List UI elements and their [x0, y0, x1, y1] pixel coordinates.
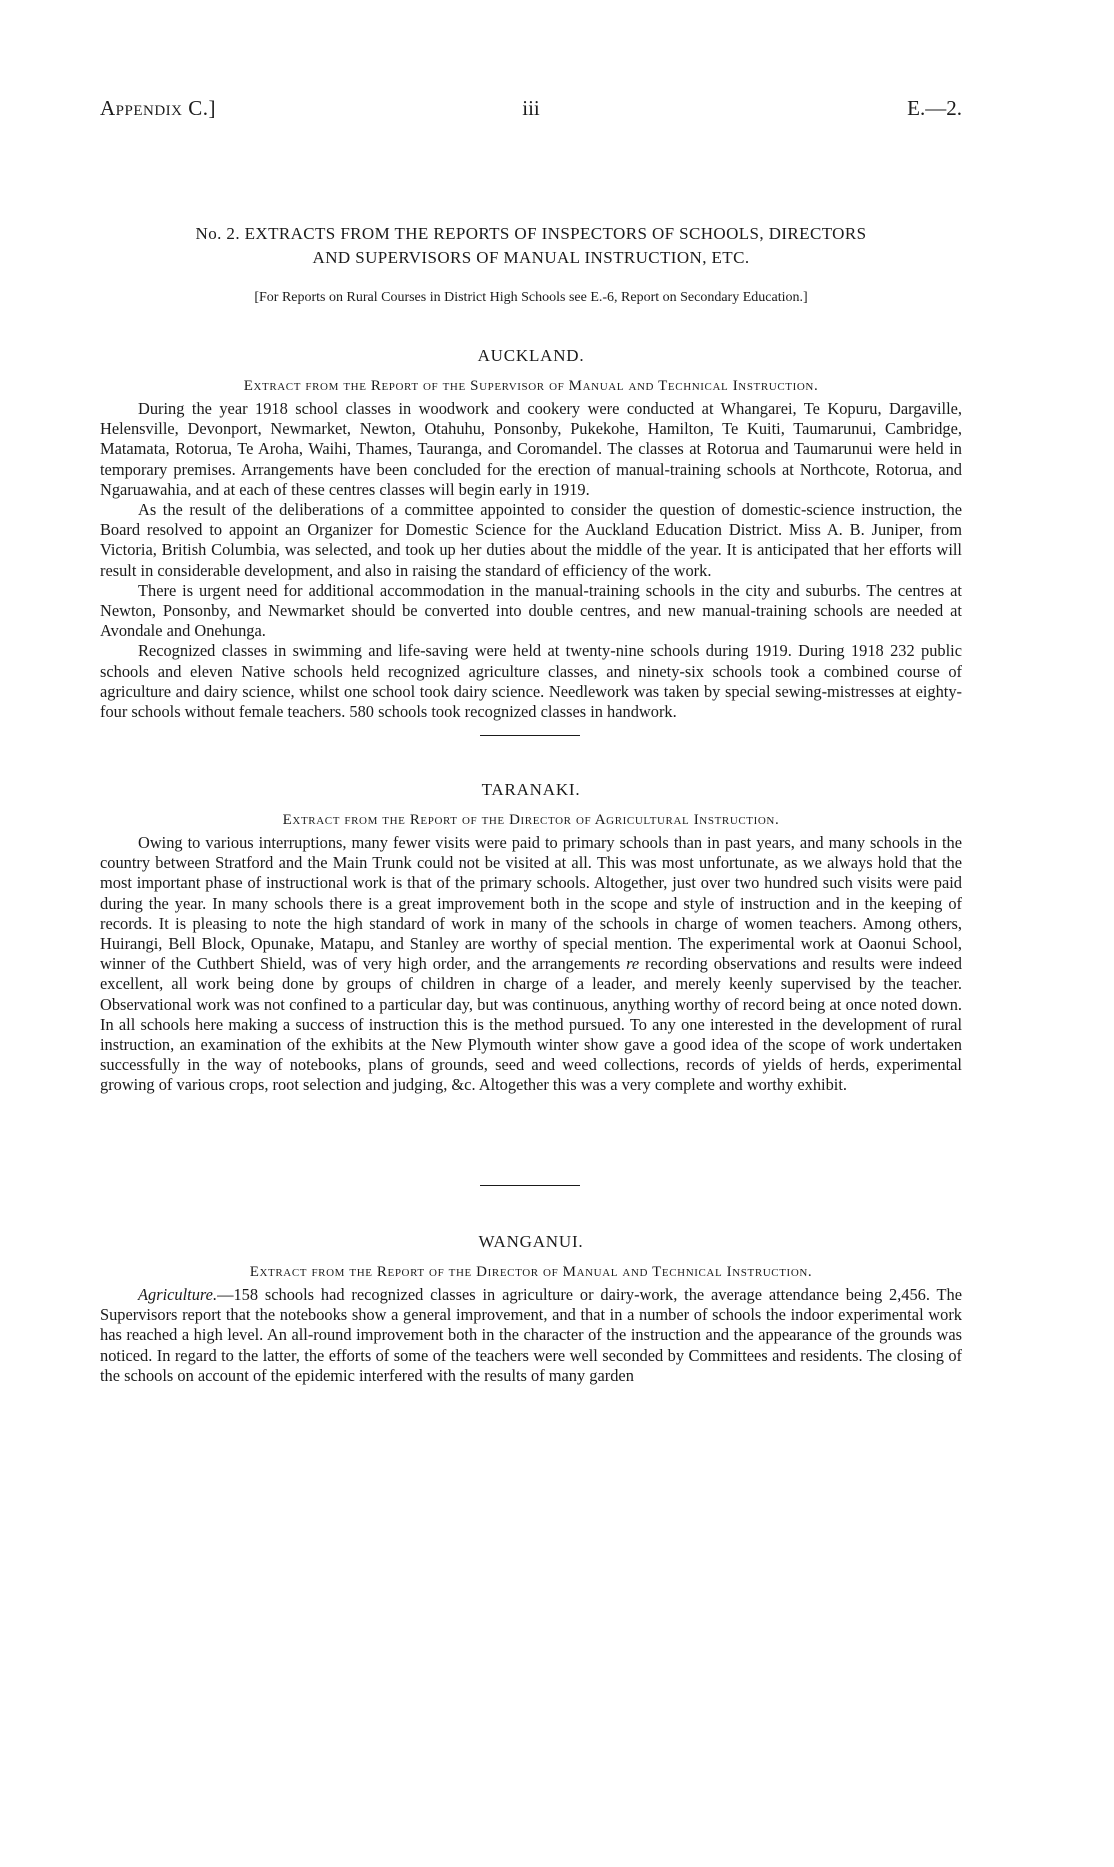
section-divider [480, 735, 580, 736]
region-heading: AUCKLAND. [477, 346, 585, 365]
paragraph-text: recording observations and results were indeed excellent, all work being done by groups of children in charge of a leader, and merely keenly supervised by the teacher. Observational work was not confined to a particular day, but was continuous, anything worthy of record being at once noted down. In all schools here making a success of instruction this is the method pursued. To any one interested in the development of rural instruction, an examination of the exhibits at the New Plymouth winter show gave a good idea of the scope of work undertaken successfully in the way of notebooks, plans of grounds, seed and weed collections, records of yields of herds, experimental growing of various crops, root selection and judging, &c. Altogether this was a very complete and worthy exhibit. [100, 954, 962, 1095]
header-appendix: Appendix C.] [100, 96, 217, 120]
running-header [100, 96, 962, 126]
extract-heading: Extract from the Report of the Supervisor of Manual and Technical Instruction. [243, 378, 819, 394]
region-heading: WANGANUI. [478, 1232, 584, 1251]
title-line-2: AND SUPERVISORS OF MANUAL INSTRUCTION, ETC. [312, 248, 750, 267]
paragraph [100, 833, 962, 1096]
paragraph: There is urgent need for additional accommodation in the manual-training schools in the city and suburbs. The centres at Newton, Ponsonby, and Newmarket should be converted into double centres, and new manual-training schools are needed at Avondale and Onehunga. [100, 580, 962, 641]
paragraph [100, 1285, 962, 1386]
reference-note: [For Reports on Rural Courses in District High Schools see E.-6, Report on Secondary Education.] [254, 290, 808, 305]
extract-heading: Extract from the Report of the Director of Agricultural Instruction. [282, 812, 780, 828]
paragraph-text: Owing to various interruptions, many fewer visits were paid to primary schools than in past years, and many schools in the country between Stratford and the Main Trunk could not be visited at all. This was most unfortunate, as we always hold that the most important phase of instructional work is that of the primary schools. Altogether, just over two hundred such visits were paid during the year. In many schools there is a great improvement both in the scope and style of instruction and in the keeping of records. It is pleasing to note the high standard of work in many of the schools in charge of women teachers. Among others, Huirangi, Bell Block, Opunake, Matapu, and Stanley are worthy of special mention. The experimental work at Oaonui School, winner of the Cuthbert Shield, was of very high order, and the arrangements [100, 833, 962, 974]
italic-word: re [626, 954, 640, 974]
region-heading: TARANAKI. [481, 780, 581, 799]
header-document-code: E.—2. [907, 96, 962, 120]
extract-heading: Extract from the Report of the Director of Manual and Technical Instruction. [249, 1264, 813, 1280]
section-taranaki [100, 780, 962, 1096]
paragraph-text: —158 schools had recognized classes in agriculture or dairy-work, the average attendance being 2,456. The Supervisors report that the notebooks show a general improvement, and that in a number of schools the indoor experimental work has reached a high level. An all-round improvement both in the character of the instruction and the appearance of the grounds was noticed. In regard to the latter, the efforts of some of the teachers were well seconded by Committees and residents. The closing of the schools on account of the epidemic interfered with the results of many garden [100, 1285, 962, 1385]
section-auckland [100, 346, 962, 722]
section-divider [480, 1185, 580, 1186]
italic-subheading: Agriculture. [138, 1285, 218, 1304]
document-title [100, 222, 962, 270]
paragraph: Recognized classes in swimming and life-saving were held at twenty-nine schools during 1919. During 1918 232 public schools and eleven Native schools held recognized agriculture classes, and ninety-six schools took a combined course of agriculture and dairy science, whilst one school took dairy science. Needlework was taken by special sewing-mistresses at eighty-four schools without female teachers. 580 schools took recognized classes in handwork. [100, 641, 962, 722]
paragraph: During the year 1918 school classes in woodwork and cookery were conducted at Whangarei, Te Kopuru, Dargaville, Helensville, Devonport, Newmarket, Newton, Otahuhu, Ponsonby, Pukekohe, Hamilton, Te Kuiti, Taumarunui, Cambridge, Matamata, Rotorua, Te Aroha, Waihi, Thames, Tauranga, and Coromandel. The classes at Rotorua and Taumarunui were held in temporary premises. Arrangements have been concluded for the erection of manual-training schools at Northcote, Rotorua, and Ngaruawahia, and at each of these centres classes will begin early in 1919. [100, 399, 962, 499]
title-line-1: No. 2. EXTRACTS FROM THE REPORTS OF INSPECTORS OF SCHOOLS, DIRECTORS [195, 224, 867, 243]
header-page-number: iii [522, 96, 540, 120]
paragraph: As the result of the deliberations of a committee appointed to consider the question of domestic-science instruction, the Board resolved to appoint an Organizer for Domestic Science for the Auckland Education District. Miss A. B. Juniper, from Victoria, British Columbia, was selected, and took up her duties about the middle of the year. It is anticipated that her efforts will result in considerable development, and also in raising the standard of efficiency of the work. [100, 500, 962, 580]
section-wanganui [100, 1232, 962, 1386]
